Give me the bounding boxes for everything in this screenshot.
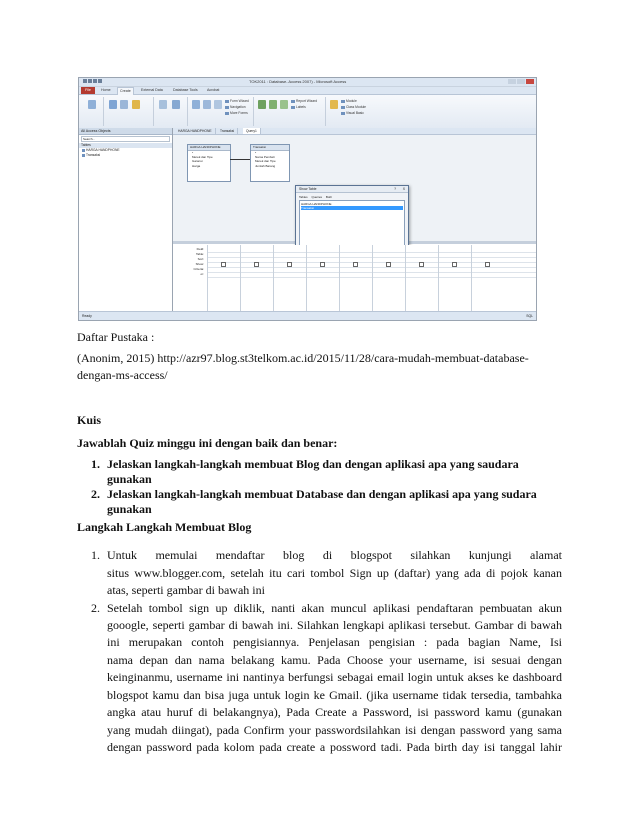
query-design-grid (173, 245, 536, 311)
window-controls (507, 79, 534, 85)
ribbon-group-templates (81, 97, 104, 126)
grid-column (339, 245, 372, 311)
field-item: Merek dan Tipe (192, 155, 213, 160)
step-2-line: angka atau huruf di belakangnya), Pada Create a Password, isi password kamu (gunakan (107, 705, 562, 719)
field-item: Merek dan Tipe (255, 159, 276, 164)
grid-column (405, 245, 438, 311)
quiz-instruction: Jawablah Quiz minggu ini dengan baik dan benar: (77, 436, 338, 450)
grid-column (471, 245, 504, 311)
window-title: TOK2011 : Database- Access 2007) - Microsoft Access (249, 79, 347, 84)
report-wizard-item: Report Wizard (291, 99, 317, 103)
ribbon-tab-database-tools: Database Tools (173, 88, 198, 92)
dialog-list-item-selected: Transaksi (301, 206, 403, 210)
ribbon (79, 95, 536, 129)
show-checkbox (320, 262, 325, 267)
visual-basic-item: Visual Basic (341, 111, 364, 115)
show-checkbox (221, 262, 226, 267)
field-item: Jumlah Barang (255, 163, 276, 168)
grid-row-label: or: (200, 272, 204, 276)
status-bar (79, 311, 536, 320)
nav-pane-header: All Access Objects (79, 128, 172, 135)
ribbon-group-macros (327, 97, 397, 126)
doc-tab-harga-handphone: HARGA HANDPHONE (175, 128, 216, 134)
kuis-heading: Kuis (77, 413, 102, 427)
relationship-line (230, 159, 250, 160)
grid-row-label: Table: (195, 252, 204, 256)
step-1-number: 1. (91, 548, 100, 562)
navigation-pane (79, 128, 173, 311)
reference-line-2: dengan-ms-access/ (77, 368, 168, 382)
step-2-line: dengan password pada kolom pada create a possword tadi. Pada birth day isi tanggal lahir (107, 740, 562, 754)
show-checkbox (353, 262, 358, 267)
status-text: Ready (82, 314, 92, 318)
dialog-tab-tables: Tables (299, 195, 308, 199)
module-item: Module (341, 99, 357, 103)
show-checkbox (287, 262, 292, 267)
step-2-line: nama depan dan nama belakang kamu. Pada Choose your username, isi sesuai dengan (107, 653, 562, 667)
dialog-titlebar (296, 186, 408, 193)
step-1-line: atas, seperti gambar di bawah ini (107, 583, 265, 597)
field-item: Nama Pembeli (255, 155, 275, 160)
dialog-list-item: HARGA HANDPHONE (301, 202, 332, 206)
report-icon (258, 100, 266, 109)
application-parts-icon (88, 100, 96, 109)
question-2-line-2: gunakan (107, 502, 152, 516)
field-item: * (255, 151, 257, 155)
table-box-transaksi (250, 144, 290, 182)
grid-column (306, 245, 339, 311)
nav-search-box: Search... (81, 136, 170, 142)
table-design-icon (120, 100, 128, 109)
field-item: Harga (192, 163, 201, 168)
show-checkbox (386, 262, 391, 267)
dialog-title: Show Table (299, 187, 317, 191)
ribbon-tab-acrobat: Acrobat (207, 88, 220, 92)
show-checkbox (485, 262, 490, 267)
show-checkbox (419, 262, 424, 267)
ribbon-group-forms (189, 97, 254, 126)
step-1-line: Untuk memulai mendaftar blog di blogspot silahkan kunjungi alamat (107, 548, 562, 562)
query-wizard-icon (159, 100, 167, 109)
grid-row-label: Sort: (197, 257, 204, 261)
nav-item-transaksi: Transaksi (79, 153, 172, 158)
grid-row-headers (173, 247, 206, 277)
ribbon-tab-home: Home (101, 88, 111, 92)
close-icon: X (402, 187, 405, 191)
step-1-line: situs www.blogger.com, setelah itu cari tombol Sign up (daftar) yang ada di pojok kanan (107, 566, 562, 580)
step-2-line: blogspot kamu dan bisa juga untuk login ke Gmail. (jika username tidak tersedia, tambahka (107, 688, 562, 702)
blank-report-icon (280, 100, 288, 109)
access-screenshot (78, 77, 537, 321)
nav-group-tables: Tables (79, 143, 172, 148)
window-titlebar (79, 78, 536, 87)
step-2-line: ini merupakan contoh pengisiannya. Penjelasan pengisian : pada bagian Name, Isi (107, 635, 562, 649)
ribbon-group-reports (255, 97, 326, 126)
step-2-line: yang mudah diingat), pada Confirm your passwordsilahkan isi dengan password yang sama (107, 723, 562, 737)
quick-access-toolbar (83, 79, 113, 84)
view-indicator: SQL (526, 314, 533, 318)
table-icon (109, 100, 117, 109)
dialog-tab-queries: Queries (311, 195, 323, 199)
grid-column (240, 245, 273, 311)
query-design-icon (172, 100, 180, 109)
ribbon-tab-create: Create (117, 87, 134, 95)
question-1-line-2: gunakan (107, 472, 152, 486)
grid-row-label: Field: (196, 247, 204, 251)
reference-line-1: (Anonim, 2015) http://azr97.blog.st3telkom.ac.id/2015/11/28/cara-mudah-membuat-database- (77, 351, 529, 365)
grid-column (438, 245, 471, 311)
doc-tab-transaksi: Transaksi (217, 128, 238, 134)
more-forms-item: More Forms (225, 111, 248, 115)
show-checkbox (254, 262, 259, 267)
question-1-number: 1. (91, 457, 100, 471)
labels-item: Labels (291, 105, 306, 109)
question-2-number: 2. (91, 487, 100, 501)
dialog-tab-both: Both (325, 195, 333, 199)
class-module-item: Class Module (341, 105, 366, 109)
form-design-icon (203, 100, 211, 109)
grid-row-label: Criteria: (193, 267, 204, 271)
section-heading: Langkah Langkah Membuat Blog (77, 520, 252, 534)
dialog-tabs (299, 195, 405, 199)
field-item: Garansi (192, 159, 203, 164)
step-2-line: gooogle, seperti gambar di bawah ini. Silahkan lengkapi aplikasi tersebut. Gambar di bawah (107, 618, 562, 632)
macro-icon (330, 100, 338, 109)
document-tabs (173, 128, 536, 135)
step-2-number: 2. (91, 601, 100, 615)
grid-column (273, 245, 306, 311)
nav-item-harga-handphone: HARGA HANDPHONE (79, 148, 172, 153)
ribbon-group-queries (155, 97, 188, 126)
table-box-harga-handphone (187, 144, 231, 182)
question-2-line-1: Jelaskan langkah-langkah membuat Database dan dengan aplikasi apa yang sudara (107, 487, 537, 501)
blank-form-icon (214, 100, 222, 109)
grid-row-label: Show: (195, 262, 204, 266)
doc-tab-query1: Query1 (243, 128, 261, 134)
ribbon-tab-external-data: External Data (141, 88, 163, 92)
step-2-line: keinginanmu, username ini nantinya berfungsi sebagai email login untuk akses ke dashboard (107, 670, 562, 684)
table-box-title: HARGA HANDPHONE (188, 145, 230, 151)
navigation-item: Navigation (225, 105, 246, 109)
form-wizard-item: Form Wizard (225, 99, 249, 103)
grid-column (207, 245, 240, 311)
grid-columns (207, 245, 536, 311)
field-item: * (192, 151, 194, 155)
daftar-pustaka-heading: Daftar Pustaka : (77, 330, 155, 344)
table-box-title: Transaksi (251, 145, 289, 151)
query-design-area (173, 128, 536, 311)
form-icon (192, 100, 200, 109)
question-1-line-1: Jelaskan langkah-langkah membuat Blog dan dengan aplikasi apa yang saudara (107, 457, 519, 471)
ribbon-group-tables (105, 97, 154, 126)
ribbon-tab-file: File (81, 87, 95, 94)
report-design-icon (269, 100, 277, 109)
help-icon: ? (394, 187, 396, 191)
sharepoint-lists-icon (132, 100, 140, 109)
show-checkbox (452, 262, 457, 267)
ribbon-tabs (79, 87, 536, 95)
step-2-line: Setelah tombol sign up diklik, nanti akan muncul aplikasi pendaftaran pembuatan akun (107, 601, 562, 615)
grid-column (372, 245, 405, 311)
